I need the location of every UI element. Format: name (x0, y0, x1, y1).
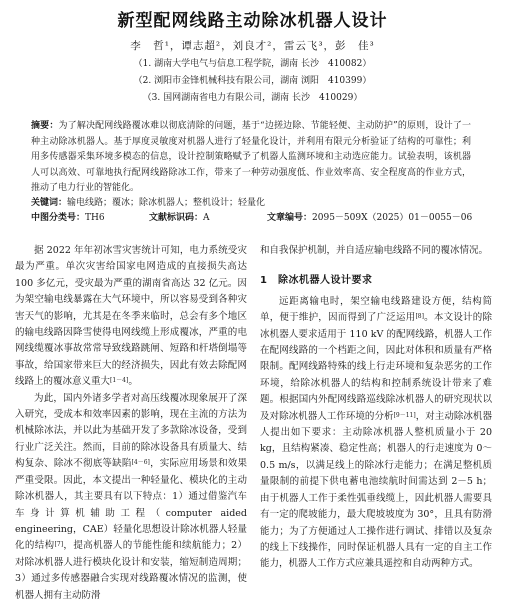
section-heading: 1 除冰机器人设计要求 (260, 275, 373, 287)
body-paragraph: 据 2022 年年初冰雪灾害统计可知，电力系统受灾最为严重。单次灾害给国家电网造成的直接损失高达 100 多亿元，受灾最为严重的湖南省高达 32 亿元。因为架空输电线暴露在大气环境中，所以容易受到各种灾害天气的影响，尤其是在冬季来临时，总会有多个地区的输电线路因降雪使得电网线缆上形成覆冰，严重的电网线缆覆冰事故常常导致线路跳闸、短路和杆塔倒塌等事故，给国家带来巨大的经济损失，因此有效去除配网线路上的覆冰意义重大[1－4]。 (15, 245, 247, 388)
affiliation-list (0, 56, 505, 107)
doc-code-label: 文献标识码： (149, 213, 204, 223)
affiliation-3: （3. 国网湖南省电力有限公司，湖南 长沙 410029） (142, 93, 363, 103)
citation: [1－4] (110, 377, 129, 385)
body-paragraph: 远距离输电时，架空输电线路建设方便，结构简单，便于维护，因而得到了广泛运用[8]。本文设计的除冰机器人要求适用于 110 kV 的配网线路，机器人工作在配网线路的一个档距之间，因此对体积和质量有严格限制。配网线路特殊的线上行走环境和复杂恶劣的工作环境，给除冰机器人的结构和控制系统设计带来了难题。根据国内外配网线路巡线除冰机器人的研究现状以及对除冰机器人工作环境的分析[9－11]，对主动除冰机器人提出如下要求：主动除冰机器人整机质量小于 20 kg，且结构紧凑、稳定性高；机器人的行走速度为 0～0.5 m/s，以满足线上的除冰行走能力；在满足整机质量限制的前提下供电蓄电池续航时间需达到 2－5 h；由于机器人工作于柔性弧垂线缆上，因此机器人需要具有一定的爬坡能力，最大爬坡坡度为 30°，且具有防滑能力；为了方便通过人工操作进行调试、排错以及复杂的线上下线操作，同时保证机器人具有一定的自主工作能力，机器人工作方式应兼具遥控和自动两种方式。 (260, 295, 492, 570)
article-number-label: 文章编号： (267, 213, 313, 223)
left-column (15, 243, 247, 604)
author-list: 李 哲¹，谭志超²，刘良才²，雷云飞³，彭 佳³ (130, 40, 375, 52)
article-number-value: 2095－509X（2025）01－0055－06 (312, 213, 473, 223)
citation: [8] (415, 313, 424, 321)
affiliation-1: （1. 湖南大学电气与信息工程学院，湖南 长沙 410082） (133, 59, 372, 69)
citation: [4－6] (131, 459, 150, 467)
clc-value: TH6 (85, 213, 105, 223)
keywords (31, 196, 471, 210)
citation: [9－11] (393, 411, 416, 419)
paper-title: 新型配网线路主动除冰机器人设计 (117, 11, 388, 31)
affiliation-2: （2. 浏阳市金锋机械科技有限公司，湖南 浏阳 410399） (133, 76, 372, 86)
abstract (31, 119, 471, 197)
keywords-text: 输电线路；覆冰；除冰机器人；整机设计；轻量化 (67, 198, 266, 208)
citation: [7] (54, 541, 64, 549)
doc-code-value: A (203, 213, 210, 223)
keywords-label: 关键词： (31, 198, 68, 208)
clc-label: 中图分类号： (31, 213, 86, 223)
body-paragraph: 和自我保护机制，并自适应输电线路不同的覆冰情况。 (260, 245, 489, 256)
right-column (260, 243, 492, 573)
article-meta (31, 211, 471, 225)
abstract-text: 为了解决配网线路覆冰难以彻底清除的问题，基于“边搓边除、节能轻便、主动防护”的原则，设计了一种主动除冰机器人。基于厚度灵敏度对机器人进行了轻量化设计，并利用有限元分析验证了结构的可靠性；利用多传感器采集环境多模态的信息，设计控制策略赋予了机器人监测环境和主动选应能力。试验表明，该机器人可以高效、可靠地执行配网线路除冰工作，带来了一种劳动强度低、作业效率高、安全程度高的作业方式，推动了电力行业的智能化。 (31, 121, 471, 193)
abstract-label: 摘要： (31, 121, 59, 131)
body-paragraph: 为此，国内外诸多学者对高压线覆冰现象展开了深入研究，受成本和效率因素的影响，现在主流的方法为机械除冰法，并以此为基础开发了多款除冰设备，受到行业广泛关注。然而，目前的除冰设备具有质量大、结构复杂、除冰不彻底等缺陷[4－6]，实际应用场景和效果严重受限。因此，本文提出一种轻量化、模块化的主动除冰机器人，其主要具有以下特点：1）通过借鉴汽车车身计算机辅助工程（computer aided engineering，CAE）轻量化思想设计除冰机器人轻量化的结构[7]，提高机器人的节能性能和续航能力；2）对除冰机器人进行模块化设计和安装，缩短制造周期；3）通过多传感器融合实现对线路覆冰情况的监测，使机器人拥有主动防滑 (15, 392, 247, 601)
